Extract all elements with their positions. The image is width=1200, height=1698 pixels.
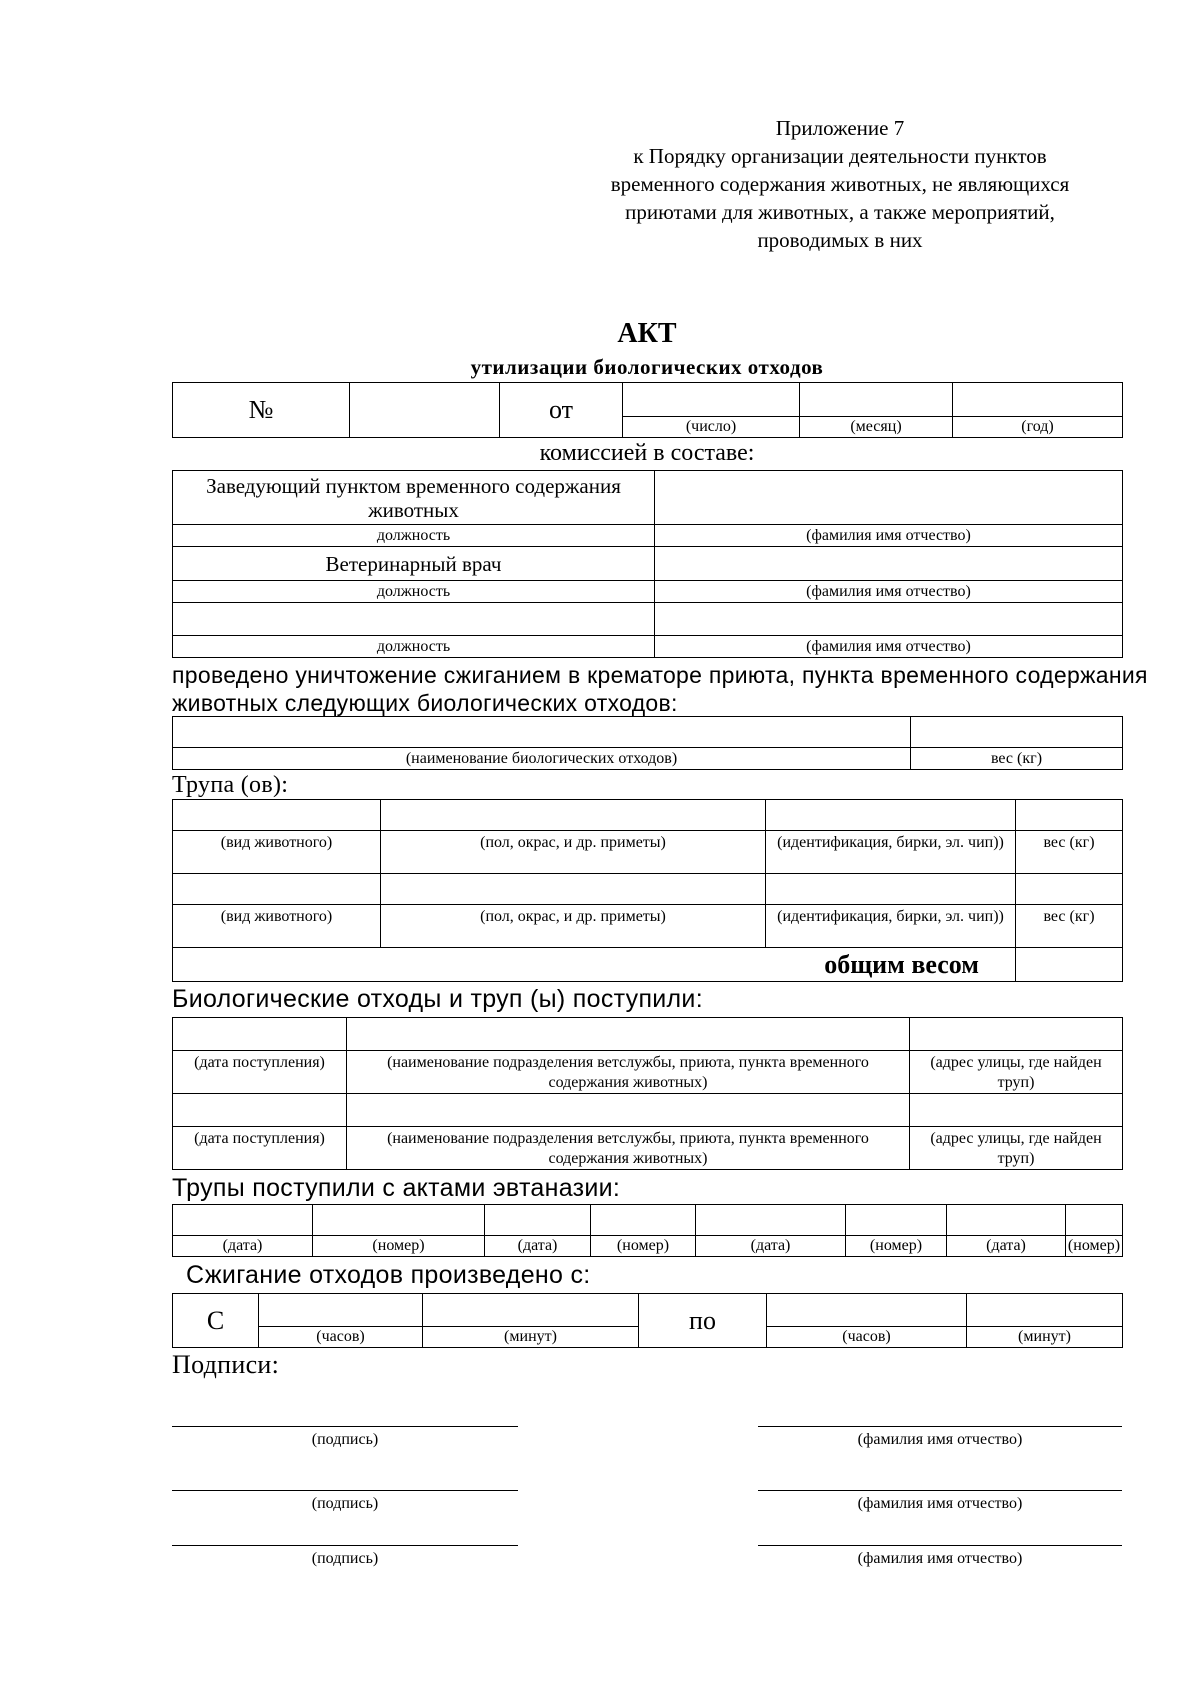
name-caption: (фамилия имя отчество) [857, 1431, 1023, 1448]
euthanasia-label: Трупы поступили с актами эвтаназии: [172, 1174, 621, 1202]
commission-heading: комиссией в составе: [539, 440, 755, 466]
weight-field[interactable] [1016, 874, 1123, 905]
address-field[interactable] [910, 1094, 1123, 1127]
name-caption: (фамилия имя отчество) [655, 636, 1123, 658]
appendix-line: приютами для животных, а также мероприятий, [625, 200, 1055, 224]
document-subtitle: утилизации биологических отходов [470, 355, 824, 379]
euthanasia-date-field[interactable] [696, 1205, 846, 1236]
marks-field[interactable] [381, 874, 766, 905]
waste-weight-field[interactable] [911, 717, 1123, 748]
day-field[interactable] [623, 383, 800, 417]
waste-weight-caption: вес (кг) [911, 748, 1123, 770]
species-field[interactable] [173, 874, 381, 905]
burning-time-table [172, 1293, 1123, 1348]
received-label: Биологические отходы и труп (ы) поступили: [172, 985, 703, 1013]
id-caption: (идентификация, бирки, эл. чип)) [766, 905, 1016, 948]
to-hours-field[interactable] [767, 1294, 967, 1327]
euthanasia-number-caption: (номер) [591, 1236, 696, 1257]
commission-name-field[interactable] [655, 547, 1123, 581]
marks-caption: (пол, окрас, и др. приметы) [381, 905, 766, 948]
species-field[interactable] [173, 800, 381, 831]
appendix-line: временного содержания животных, не являющихся [610, 172, 1070, 196]
appendix-line: Приложение 7 [775, 116, 905, 140]
euthanasia-number-caption: (номер) [1066, 1236, 1123, 1257]
commission-name-field[interactable] [655, 603, 1123, 636]
to-label: по [639, 1294, 767, 1348]
year-caption: (год) [953, 417, 1123, 438]
id-caption: (идентификация, бирки, эл. чип)) [766, 831, 1016, 874]
number-sign: № [173, 383, 350, 438]
corpses-table [172, 799, 1123, 982]
address-caption: (адрес улицы, где найден труп) [910, 1127, 1123, 1170]
unit-field[interactable] [347, 1018, 910, 1051]
name-caption: (фамилия имя отчество) [857, 1550, 1023, 1567]
minutes-caption: (минут) [423, 1327, 639, 1348]
weight-field[interactable] [1016, 800, 1123, 831]
name-caption: (фамилия имя отчество) [655, 525, 1123, 547]
euthanasia-date-caption: (дата) [485, 1236, 591, 1257]
hours-caption: (часов) [767, 1327, 967, 1348]
euthanasia-number-field[interactable] [846, 1205, 947, 1236]
year-field[interactable] [953, 383, 1123, 417]
commission-name-field[interactable] [655, 471, 1123, 525]
species-caption: (вид животного) [173, 905, 381, 948]
name-line[interactable] [758, 1426, 1122, 1427]
euthanasia-number-caption: (номер) [846, 1236, 947, 1257]
appendix-note [560, 114, 1120, 254]
euthanasia-date-caption: (дата) [947, 1236, 1066, 1257]
id-field[interactable] [766, 800, 1016, 831]
weight-caption: вес (кг) [1016, 905, 1123, 948]
name-line[interactable] [758, 1545, 1122, 1546]
date-received-field[interactable] [173, 1094, 347, 1127]
received-table [172, 1017, 1123, 1170]
act-number-date-table [172, 382, 1123, 438]
position-caption: должность [173, 581, 655, 603]
marks-field[interactable] [381, 800, 766, 831]
euthanasia-date-field[interactable] [173, 1205, 313, 1236]
position-caption: должность [173, 636, 655, 658]
position-caption: должность [173, 525, 655, 547]
weight-caption: вес (кг) [1016, 831, 1123, 874]
document-title: АКТ [617, 318, 677, 349]
waste-name-caption: (наименование биологических отходов) [173, 748, 911, 770]
signature-caption: (подпись) [311, 1495, 379, 1512]
euthanasia-date-field[interactable] [485, 1205, 591, 1236]
signature-line[interactable] [172, 1545, 518, 1546]
corpses-label: Трупа (ов): [172, 772, 289, 798]
euthanasia-date-field[interactable] [947, 1205, 1066, 1236]
name-line[interactable] [758, 1490, 1122, 1491]
unit-caption: (наименование подразделения ветслужбы, приюта, пункта временного содержания животных) [347, 1051, 910, 1094]
unit-field[interactable] [347, 1094, 910, 1127]
from-minutes-field[interactable] [423, 1294, 639, 1327]
to-minutes-field[interactable] [967, 1294, 1123, 1327]
signature-caption: (подпись) [311, 1550, 379, 1567]
commission-table [172, 470, 1123, 658]
euthanasia-number-field[interactable] [313, 1205, 485, 1236]
commission-position: Ветеринарный врач [173, 547, 655, 581]
total-weight-label: общим весом [824, 949, 979, 979]
marks-caption: (пол, окрас, и др. приметы) [381, 831, 766, 874]
name-caption: (фамилия имя отчество) [857, 1495, 1023, 1512]
from-label: от [500, 383, 623, 438]
hours-caption: (часов) [259, 1327, 423, 1348]
month-field[interactable] [800, 383, 953, 417]
month-caption: (месяц) [800, 417, 953, 438]
destroyed-text-line1: проведено уничтожение сжиганием в крематоре приюта, пункта временного содержания [172, 662, 1148, 688]
signature-caption: (подпись) [311, 1431, 379, 1448]
signatures-label: Подписи: [172, 1350, 280, 1379]
euthanasia-number-field[interactable] [1066, 1205, 1123, 1236]
name-caption: (фамилия имя отчество) [655, 581, 1123, 603]
from-hours-field[interactable] [259, 1294, 423, 1327]
euthanasia-number-field[interactable] [591, 1205, 696, 1236]
act-number-field[interactable] [350, 383, 500, 438]
euthanasia-number-caption: (номер) [313, 1236, 485, 1257]
date-received-caption: (дата поступления) [173, 1051, 347, 1094]
id-field[interactable] [766, 874, 1016, 905]
commission-position: Заведующий пунктом временного содержания животных [173, 471, 655, 525]
minutes-caption: (минут) [967, 1327, 1123, 1348]
destroyed-text-line2: животных следующих биологических отходов: [172, 690, 678, 716]
unit-caption: (наименование подразделения ветслужбы, приюта, пункта временного содержания животных) [347, 1127, 910, 1170]
date-received-field[interactable] [173, 1018, 347, 1051]
appendix-line: проводимых в них [757, 228, 923, 252]
appendix-line: к Порядку организации деятельности пунктов [633, 144, 1047, 168]
address-caption: (адрес улицы, где найден труп) [910, 1051, 1123, 1094]
total-weight-field[interactable] [1016, 948, 1123, 982]
burning-label: Сжигание отходов произведено с: [186, 1261, 591, 1289]
date-received-caption: (дата поступления) [173, 1127, 347, 1170]
signature-line[interactable] [172, 1490, 518, 1491]
from-label: С [173, 1294, 259, 1348]
species-caption: (вид животного) [173, 831, 381, 874]
euthanasia-table [172, 1204, 1123, 1257]
waste-table [172, 716, 1123, 770]
signature-line[interactable] [172, 1426, 518, 1427]
euthanasia-date-caption: (дата) [173, 1236, 313, 1257]
address-field[interactable] [910, 1018, 1123, 1051]
day-caption: (число) [623, 417, 800, 438]
commission-position-field[interactable] [173, 603, 655, 636]
waste-name-field[interactable] [173, 717, 911, 748]
euthanasia-date-caption: (дата) [696, 1236, 846, 1257]
